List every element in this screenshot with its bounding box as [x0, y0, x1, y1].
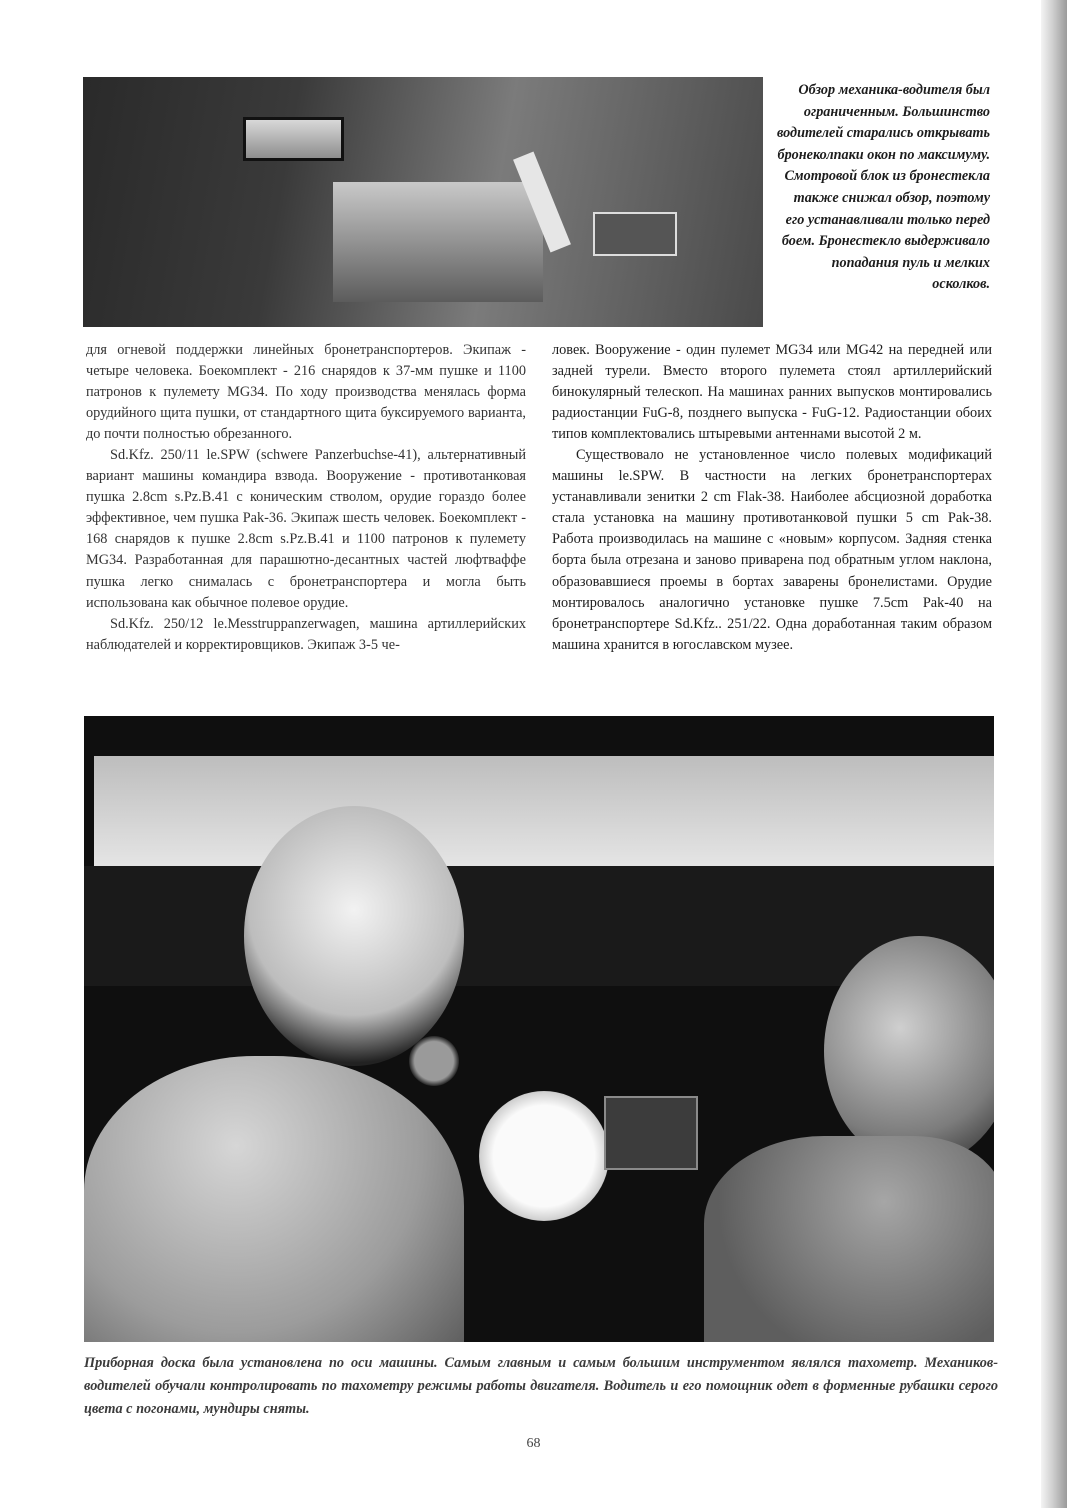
photo-assistant-shoulders: [704, 1136, 994, 1342]
text-column-left: [86, 340, 526, 656]
paragraph: Sd.Kfz. 250/11 le.SPW (schwere Panzerbuchse-41), альтернативный вариант машины командира взвода. Вооружение - противотанковая пушка 2.8cm s.Pz.B.41 с коническим стволом, орудие гораздо более эффективное, чем пушка Pak-36. Экипаж шесть человек. Боекомплект - 168 снарядов к пушке 2.8cm s.Pz.B.41 и 1100 патронов к пулемету MG34. Разработанная для парашютно-десантных частей люфтваффе пушка легко снималась с бронетранспортера и могла быть использована как обычное полевое орудие.: [86, 447, 526, 611]
page-edge-shadow: [1041, 0, 1067, 1508]
photo-driver-view: [83, 77, 763, 327]
paragraph: для огневой поддержки линейных бронетранспортеров. Экипаж - четыре человека. Боекомплект - 216 снарядов к 37-мм пушке и 1100 патронов к пулемету MG34. По ходу производства менялась форма орудийного щита пушки, от стандартного щита буксируемого варианта, до почти полностью обрезанного.: [86, 342, 526, 443]
photo-plate: [593, 212, 677, 256]
page-number: 68: [526, 1436, 541, 1451]
photo-assistant-head: [824, 936, 994, 1166]
text-column-right: [552, 340, 992, 656]
photo-instrument-box: [604, 1096, 698, 1170]
caption-bottom: Приборная доска была установлена по оси машины. Самым главным и самым большим инструментом являлся тахометр. Механиков-водителей обучали контролировать по тахометру режимы работы двигателя. Водитель и его помощник одет в форменные рубашки серого цвета с погонами, мундиры сняты.: [84, 1355, 998, 1417]
photo-driver-head: [244, 806, 464, 1066]
paragraph: Sd.Kfz. 250/12 le.Messtruppanzerwagen, машина артиллерийских наблюдателей и корректировщиков. Экипаж 3-5 че-: [86, 615, 526, 653]
photo-tachometer: [479, 1091, 609, 1221]
photo-vision-slot: [243, 117, 344, 161]
paragraph: ловек. Вооружение - один пулемет MG34 или MG42 на передней или задней турели. Вместо второго пулемета стоял артиллерийский бинокулярный телескоп. На машинах ранних выпусков монтировались радиостанции FuG-8, позднего выпуска - FuG-12. Радиостанции обоих типов комплектовались штыревыми антеннами высотой 2 м.: [552, 342, 992, 443]
photo-driver-shoulders: [84, 1056, 464, 1342]
paragraph: Существовало не установленное число полевых модификаций машины le.SPW. В частности на легких бронетранспортерах устанавливали зенитки 2 cm Flak-38. Наиболее абсциозной доработка стала установка на машину противотанковой пушки 5 cm Pak-38. Работа производилась на машине с «новым» корпусом. Задняя стенка борта была отрезана и заново приварена под обратным углом наклона, образовавшиеся проемы в бортах заварены бронелистами. Орудие монтировалось аналогично установке пушке 7.5cm Pak-40 на бронетранспортере Sd.Kfz.. 251/22. Одна доработанная таким образом машина хранится в югославском музее.: [552, 447, 992, 653]
photo-dashboard: [84, 716, 994, 1342]
photo-panel: [333, 182, 543, 302]
photo-small-gauge: [409, 1036, 459, 1086]
caption-top: Обзор механика-водителя был ограниченным. Большинство водителей старались открывать бронеколпаки окон по максимуму. Смотровой блок из бронестекла также снижал обзор, поэтому его устанавливали только перед боем. Бронестекло выдерживало попадания пуль и мелких осколков.: [776, 82, 990, 293]
